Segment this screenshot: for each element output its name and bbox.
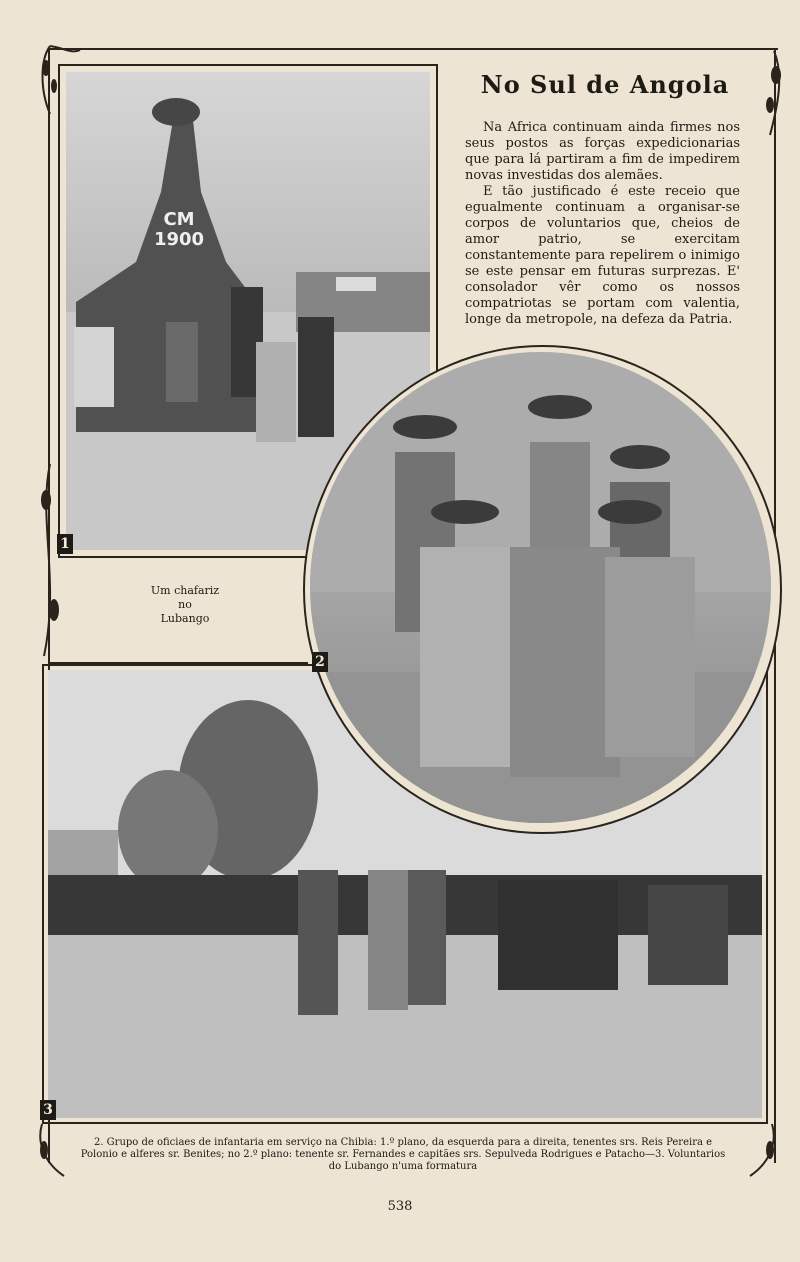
photo1-caption-line3: Lubango: [160, 612, 210, 625]
photo-officers-group: [310, 352, 771, 823]
frame-top-border: [48, 48, 778, 50]
ornament-bottom-left: [34, 1120, 74, 1180]
article-paragraph-1: Na Africa continuam ainda firmes nos seus postos as forças expedicionarias que para lá partiram a fim de impedirem novas investidas dos alemães.: [465, 120, 740, 183]
photo3-number-badge: 3: [40, 1100, 56, 1120]
photo1-caption-line1: Um chafariz: [150, 584, 220, 597]
photo1-number-badge: 1: [57, 534, 73, 554]
monument-inscription: [151, 210, 207, 250]
photo1-caption: [130, 584, 240, 626]
photo1-caption-line2: no: [178, 598, 192, 611]
page-number: 538: [387, 1199, 413, 1214]
bottom-caption: 2. Grupo de oficiaes de infantaria em serviço na Chibia: 1.º plano, da esquerda para a direita, tenentes srs. Reis Pereira e Polonio e alferes sr. Benites; no 2.º plano: tenente sr. Fernandes e capitães srs. Sepulveda Rodrigues e Patacho—3. Voluntarios do Lubango n'uma formatura: [80, 1137, 726, 1172]
ornament-bottom-right: [740, 1120, 780, 1180]
article-body: [465, 120, 740, 328]
ornament-top-right: [740, 45, 784, 140]
photo2-number-badge: 2: [312, 652, 328, 672]
article-paragraph-2: E tão justificado é este receio que egualmente continuam a organisar-se corpos de voluntarios que, cheios de amor patrio, se exercitam constantemente para repelirem o inimigo se este pensar em futuras surprezas. E' consolador vêr como os nossos compatriotas se portam com valentia, longe da metropole, na defeza da Patria.: [465, 184, 740, 327]
article-title: No Sul de Angola: [480, 70, 730, 99]
monument-inscription-line1: CM: [163, 209, 195, 230]
monument-inscription-line2: 1900: [153, 229, 205, 250]
